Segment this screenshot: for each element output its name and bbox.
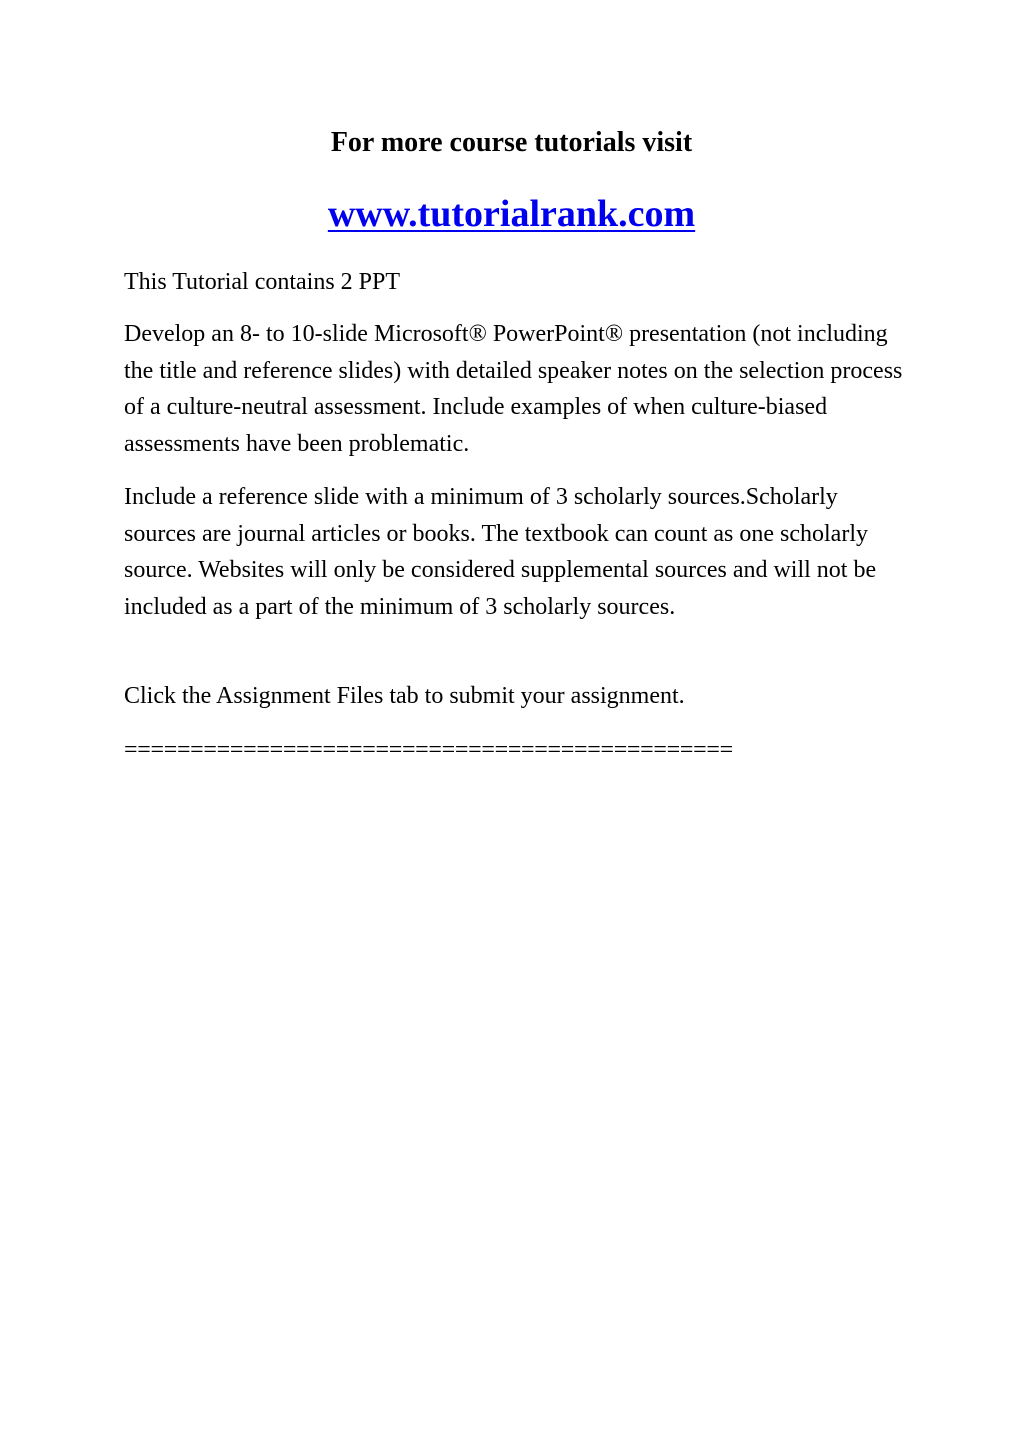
submit-instructions-text: Click the Assignment Files tab to submit your assignment. xyxy=(124,683,685,709)
divider-line xyxy=(124,732,914,769)
assignment-description-paragraph xyxy=(124,316,914,462)
divider-text: ============================================== xyxy=(124,737,733,763)
submit-instructions-paragraph xyxy=(124,678,914,715)
assignment-description-text: Develop an 8- to 10-slide Microsoft® PowerPoint® presentation (not including the title and reference slides) with detailed speaker notes on the selection process of a culture-neutral assessment. Include examples of when culture-biased assessments have been problematic. xyxy=(124,321,903,457)
tutorial-contents-paragraph xyxy=(124,264,914,301)
header-line xyxy=(0,124,1023,162)
tutorial-contents-text: This Tutorial contains 2 PPT xyxy=(124,269,401,295)
reference-requirements-paragraph xyxy=(124,479,914,625)
site-link-line xyxy=(0,190,1023,238)
header-visit-text: For more course tutorials visit xyxy=(330,127,693,158)
reference-requirements-text: Include a reference slide with a minimum of 3 scholarly sources.Scholarly sources are journal articles or books. The textbook can count as one scholarly source. Websites will only be considered supplemental sources and will not be included as a part of the minimum of 3 scholarly sources. xyxy=(124,484,877,620)
tutorialrank-link[interactable]: www.tutorialrank.com xyxy=(327,193,696,235)
